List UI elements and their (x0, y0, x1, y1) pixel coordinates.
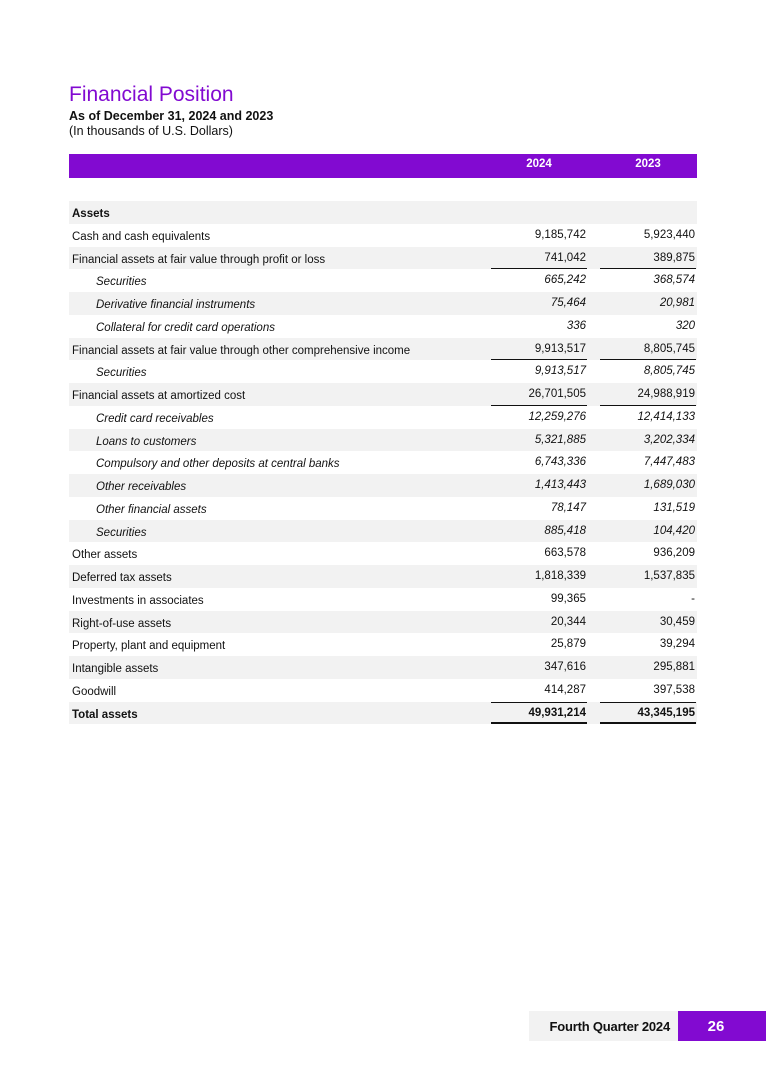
table-row (69, 201, 697, 224)
value-2023: 30,459 (659, 615, 695, 628)
table-row (69, 542, 697, 565)
row-label: Securities (96, 276, 147, 289)
value-2023: 320 (675, 319, 695, 332)
row-label: Financial assets at fair value through other comprehensive income (72, 344, 411, 357)
value-2024: 75,464 (550, 297, 586, 309)
table-header-band (69, 154, 697, 178)
row-label: Deferred tax assets (72, 572, 172, 584)
value-2024: 1,413,443 (534, 479, 586, 491)
value-2023: 1,689,030 (643, 479, 695, 491)
table-row (69, 247, 697, 270)
value-2024: 99,365 (550, 592, 586, 605)
value-2023: - (691, 592, 695, 605)
table-row (69, 429, 697, 452)
total-top-rule (491, 702, 587, 703)
value-2024: 49,931,214 (528, 706, 586, 719)
value-2023: 936,209 (653, 547, 695, 560)
table-row (69, 315, 697, 338)
value-2024: 336 (566, 319, 586, 332)
row-label: Derivative financial instruments (96, 299, 256, 311)
table-row (69, 633, 697, 656)
table-row (69, 679, 697, 702)
units-note: (In thousands of U.S. Dollars) (69, 124, 233, 138)
row-label: Intangible assets (72, 663, 159, 675)
total-bottom-rule (491, 722, 587, 724)
value-2023: 368,574 (653, 274, 695, 287)
row-label: Other financial assets (96, 503, 207, 516)
value-2024: 1,818,339 (534, 570, 586, 582)
page-number: 26 (707, 1018, 725, 1035)
value-2024: 25,879 (550, 638, 586, 651)
value-2024: 9,913,517 (534, 342, 586, 355)
row-label: Collateral for credit card operations (96, 321, 275, 334)
table-row (69, 702, 697, 725)
table-row (69, 520, 697, 543)
value-2023: 20,981 (659, 297, 695, 309)
row-label: Credit card receivables (96, 412, 214, 425)
value-2023: 1,537,835 (643, 570, 695, 582)
value-2024: 741,042 (544, 251, 586, 264)
value-2024: 665,242 (544, 274, 586, 287)
report-date-subtitle: As of December 31, 2024 and 2023 (69, 109, 274, 123)
row-label: Cash and cash equivalents (72, 230, 211, 243)
table-row (69, 656, 697, 679)
footer-label: Fourth Quarter 2024 (549, 1019, 670, 1034)
total-top-rule (600, 702, 696, 703)
table-row (69, 451, 697, 474)
value-2023: 8,805,745 (643, 342, 695, 355)
row-label: Total assets (72, 708, 138, 721)
value-2023: 5,923,440 (643, 228, 695, 241)
column-header-2023: 2023 (635, 158, 661, 170)
value-2023: 24,988,919 (637, 388, 695, 400)
row-label: Right-of-use assets (72, 617, 172, 630)
footer-label-box (529, 1011, 678, 1041)
page-number-box (678, 1011, 766, 1041)
value-2024: 9,913,517 (534, 365, 586, 378)
table-row (69, 292, 697, 315)
row-label: Loans to customers (96, 435, 197, 448)
value-2024: 78,147 (550, 501, 586, 514)
table-row (69, 406, 697, 429)
value-2023: 39,294 (659, 638, 695, 651)
value-2023: 397,538 (653, 683, 695, 696)
value-2024: 5,321,885 (534, 433, 586, 446)
row-label: Financial assets at amortized cost (72, 390, 246, 402)
table-row (69, 474, 697, 497)
table-row (69, 224, 697, 247)
total-bottom-rule (600, 722, 696, 724)
row-label: Securities (96, 526, 147, 539)
value-2023: 3,202,334 (643, 433, 695, 446)
row-label: Other assets (72, 549, 138, 562)
table-row (69, 269, 697, 292)
value-2023: 43,345,195 (637, 706, 695, 719)
row-label: Investments in associates (72, 594, 204, 607)
value-2023: 8,805,745 (643, 365, 695, 378)
table-row (69, 383, 697, 406)
value-2023: 12,414,133 (637, 410, 695, 423)
value-2023: 7,447,483 (643, 456, 695, 469)
value-2024: 9,185,742 (534, 228, 586, 241)
row-label: Securities (96, 367, 147, 380)
value-2023: 389,875 (653, 251, 695, 264)
value-2024: 12,259,276 (528, 410, 586, 423)
value-2024: 414,287 (544, 683, 586, 696)
value-2024: 20,344 (550, 615, 586, 628)
value-2024: 885,418 (544, 524, 586, 537)
table-row (69, 611, 697, 634)
table-row (69, 497, 697, 520)
value-2024: 663,578 (544, 547, 586, 560)
value-2024: 347,616 (544, 661, 586, 673)
row-label: Compulsory and other deposits at central banks (96, 458, 340, 471)
row-label: Financial assets at fair value through profit or loss (72, 253, 326, 266)
column-header-2024: 2024 (526, 158, 552, 170)
value-2024: 26,701,505 (528, 388, 586, 400)
page-title: Financial Position (69, 83, 234, 106)
row-label: Other receivables (96, 481, 187, 493)
table-row (69, 360, 697, 383)
value-2024: 6,743,336 (534, 456, 586, 469)
value-2023: 131,519 (653, 501, 695, 514)
value-2023: 295,881 (653, 661, 695, 673)
table-row (69, 338, 697, 361)
row-label: Goodwill (72, 685, 117, 698)
table-row (69, 588, 697, 611)
row-label: Property, plant and equipment (72, 640, 226, 653)
value-2023: 104,420 (653, 524, 695, 537)
row-label: Assets (72, 208, 110, 220)
table-row (69, 565, 697, 588)
financial-position-table (69, 201, 697, 724)
